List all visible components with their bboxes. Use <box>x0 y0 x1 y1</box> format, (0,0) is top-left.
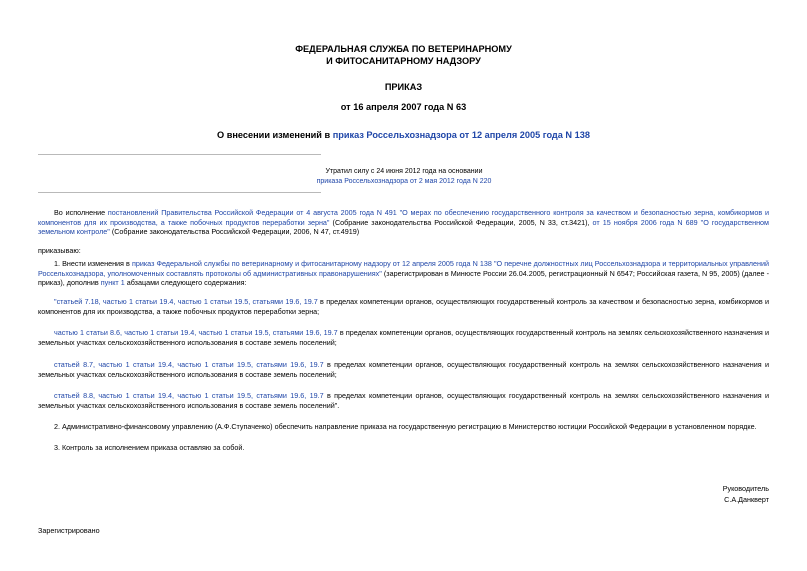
item-1-paragraph <box>38 259 769 288</box>
document-header <box>0 44 807 67</box>
document-type: ПРИКАЗ <box>384 82 423 92</box>
sub-item <box>38 360 769 379</box>
sub-item-text: в пределах компетенции органов, осуществляющих государственный контроль на землях сельскохозяйственного назначения и земельных участках сельскохозяйственного использования в составе земель поселений; <box>38 359 769 379</box>
agency-name-line2: И ФИТОСАНИТАРНОМУ НАДЗОРУ <box>326 55 481 66</box>
document-date-number: от 16 апреля 2007 года N 63 <box>340 102 467 112</box>
sub-item <box>38 391 769 410</box>
agency-name-line1: ФЕДЕРАЛЬНАЯ СЛУЖБА ПО ВЕТЕРИНАРНОМУ <box>295 44 512 54</box>
sub-item-link[interactable]: частью 1 статьи 8.6, частью 1 статьи 19.4, частью 1 статьи 19.5, статьями 19.6, 19.7 <box>54 328 338 338</box>
preamble-paragraph <box>38 208 769 237</box>
sub-item <box>38 297 769 316</box>
sub-item-text: в пределах компетенции органов, осуществляющих государственный контроль на землях сельскохозяйственного назначения и земельных участках сельскохозяйственного использования в составе земель поселений; <box>38 328 770 348</box>
item-3-paragraph: 3. Контроль за исполнением приказа оставляю за собой. <box>54 442 245 452</box>
item-1-text-3: абзацами следующего содержания: <box>124 278 247 288</box>
bottom-divider <box>38 192 321 193</box>
title-prefix: О внесении изменений в <box>217 130 333 140</box>
preamble-link-2[interactable]: от 15 ноября 2006 года N 689 "О государственном земельном контроле" <box>38 217 769 237</box>
document-body <box>38 208 769 461</box>
status-note-text: Утратил силу с 24 июня 2012 года на основании <box>325 168 483 175</box>
preamble-text-2: (Собрание законодательства Российской Федерации, 2005, N 33, ст.3421), <box>329 217 593 227</box>
document-title <box>0 129 807 141</box>
sub-item-link[interactable]: статьей 8.8, частью 1 статьи 19.4, частью 1 статьи 19.5, статьями 19.6, 19.7 <box>54 391 324 401</box>
signature-block <box>723 484 769 506</box>
sub-item-link[interactable]: статьей 8.7, частью 1 статьи 19.4, частью 1 статьи 19.5, статьями 19.6, 19.7 <box>54 359 324 369</box>
preamble-link-1[interactable]: постановлений Правительства Российской Федерации от 4 августа 2005 года N 491 "О мерах по обеспечению государственного контроля за качеством и безопасностью зерна, комбикормов и компонентов для их производства, а также побочных продуктов переработки зерна" <box>38 208 769 227</box>
registered-label: Зарегистрировано <box>38 526 100 535</box>
sub-item-link[interactable] <box>54 297 318 306</box>
sub-item-quote: " <box>54 297 57 307</box>
item-1-link-point[interactable]: пункт 1 <box>100 278 125 288</box>
signature-position: Руководитель <box>722 484 769 493</box>
sub-item-text: в пределах компетенции органов, осуществляющих государственный контроль на землях сельскохозяйственного назначения и земельных участках сельскохозяйственного использования в составе земель поселений". <box>38 391 769 411</box>
item-1-text-2: (зарегистрирован в Минюсте России 26.04.2005, регистрационный N 6547; Российская газета, N 95, 2005) (далее - приказ), дополнив <box>38 268 770 288</box>
top-divider <box>38 154 321 155</box>
item-1-text-1: 1. Внести изменения в <box>54 258 132 268</box>
sub-item-link-text: статьей 7.18, частью 1 статьи 19.4, частью 1 статьи 19.5, статьями 19.6, 19.7 <box>56 297 318 307</box>
title-link[interactable]: приказ Россельхознадзора от 12 апреля 2005 года N 138 <box>332 130 590 140</box>
preamble-text-1: Во исполнение <box>54 208 108 217</box>
signature-name: С.А.Данкверт <box>724 494 769 504</box>
sub-item <box>38 328 769 347</box>
status-note-link[interactable]: приказа Россельхознадзора от 2 мая 2012 года N 220 <box>316 178 492 186</box>
status-note <box>304 167 504 187</box>
item-2-paragraph: 2. Административно-финансовому управлению (А.Ф.Ступаченко) обеспечить направление приказа на государственную регистрацию в Министерство юстиции Российской Федерации в установленном порядке. <box>54 421 757 431</box>
preamble-text-3: (Собрание законодательства Российской Федерации, 2006, N 47, ст.4919) <box>109 227 360 237</box>
order-word: приказываю: <box>38 246 81 256</box>
item-1-link-order[interactable]: приказ Федеральной службы по ветеринарному и фитосанитарному надзору от 12 апреля 2005 года N 138 "О перечне должностных лиц Россельхознадзора и территориальных управлений Россельхознадзора, уполномоченных составлять протоколы об административных правонарушениях" <box>38 258 769 278</box>
sub-item-text: в пределах компетенции органов, осуществляющих государственный контроль за качеством и безопасностью зерна, комбикормов и компонентов для их производства, а также побочных продуктов переработки зерна; <box>38 297 769 316</box>
